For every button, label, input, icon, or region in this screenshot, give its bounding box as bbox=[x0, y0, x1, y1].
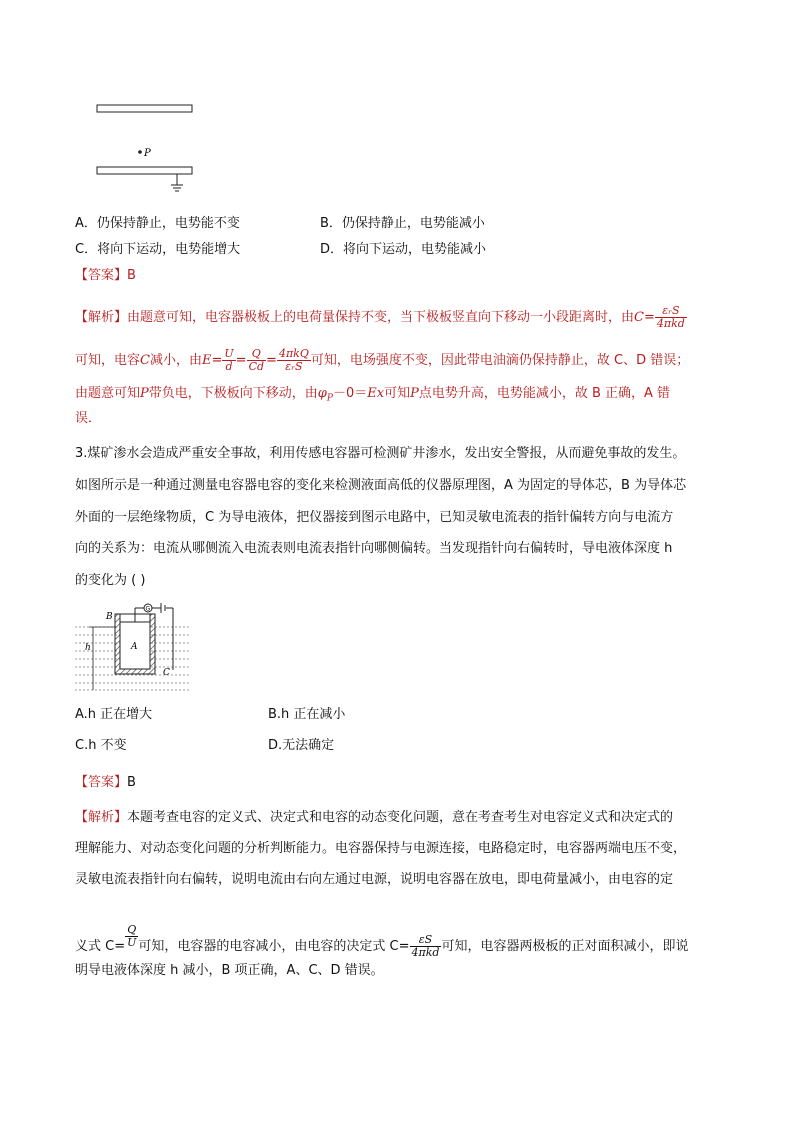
q2-option-c: C．将向下运动，电势能增大 bbox=[75, 242, 241, 257]
text: 可知，电容器的电容减小，由电容的决定式 C= bbox=[138, 939, 410, 954]
q3-answer bbox=[75, 774, 136, 792]
label-h: h bbox=[85, 643, 91, 653]
symbol-ex: Ex bbox=[367, 386, 385, 401]
liquid-level-sensor-figure bbox=[75, 600, 190, 695]
equals: = bbox=[643, 310, 655, 325]
text: －0＝ bbox=[332, 386, 368, 401]
fraction-es-4pikd bbox=[410, 934, 442, 959]
q2-answer-label: 【答案】 bbox=[75, 268, 128, 283]
text: 可知，电容器两极板的正对面积减小，即说 bbox=[441, 939, 689, 954]
q3-analysis-line-4 bbox=[75, 924, 688, 959]
q2-option-b: B．仍保持静止，电势能减小 bbox=[320, 216, 485, 231]
text: 点电势升高，电势能减小，故 B 正确，A 错 bbox=[418, 386, 671, 401]
q3-stem-line-4: 向的关系为：电流从哪侧流入电流表则电流表指针向哪侧偏转。当发现指针向右偏转时，导电液体深度 h bbox=[75, 541, 673, 556]
equals: = bbox=[266, 353, 277, 368]
frac-den: εᵣS bbox=[285, 360, 303, 373]
lower-plate bbox=[97, 167, 192, 174]
point-p-label: P bbox=[144, 148, 151, 159]
q3-analysis-line-5: 明导电液体深度 h 减小，B 项正确，A、C、D 错误。 bbox=[75, 963, 384, 978]
equals: = bbox=[235, 353, 247, 368]
point-p-dot bbox=[138, 150, 142, 154]
frac-num: Q bbox=[125, 924, 138, 937]
q3-analysis-line-1 bbox=[75, 809, 673, 827]
text: 带负电，下极板向下移动，由 bbox=[148, 386, 318, 401]
q2-analysis-line-4: 误． bbox=[75, 411, 102, 426]
q3-analysis-line-3: 灵敏电流表指针向右偏转，说明电流由右向左通过电源，说明电容器在放电，即电荷量减小，由电容的定 bbox=[75, 872, 674, 887]
q2-option-a: A．仍保持静止，电势能不变 bbox=[75, 216, 240, 231]
q3-analysis-label: 【解析】 bbox=[75, 810, 128, 825]
q3-option-b: B.h 正在减小 bbox=[268, 707, 346, 722]
symbol-p: P bbox=[410, 386, 419, 401]
q2-option-d: D．将向下运动，电势能减小 bbox=[320, 242, 487, 257]
equals: = bbox=[211, 353, 223, 368]
q2-analysis-text-1: 由题意可知，电容器极板上的电荷量保持不变，当下极板竖直向下移动一小段距离时，由 bbox=[127, 310, 635, 325]
frac-num: εS bbox=[410, 934, 442, 947]
height-h-arrow bbox=[89, 627, 115, 690]
q2-analysis-line-2 bbox=[75, 348, 689, 373]
q2-analysis-line-1 bbox=[75, 305, 687, 330]
q3-analysis-line-2: 理解能力、对动态变化问题的分析判断能力。电容器保持与电源连接，电路稳定时，电容器两端电压不变， bbox=[75, 841, 687, 856]
q2-analysis-line-3 bbox=[75, 385, 670, 408]
symbol-c: C bbox=[634, 310, 644, 325]
text: 可知，电场强度不变，因此带电油滴仍保持静止，故 C、D 错误； bbox=[310, 353, 690, 368]
q3-stem-line-1: 3.煤矿渗水会造成严重安全事故，利用传感电容器可检测矿井渗水，发出安全警报，从而避免事故的发生。 bbox=[75, 446, 686, 461]
q3-stem-line-5: 的变化为 ( ) bbox=[75, 573, 146, 588]
frac-num: εᵣS bbox=[655, 305, 687, 318]
q2-analysis-label: 【解析】 bbox=[75, 310, 128, 325]
text: 减小，由 bbox=[149, 353, 202, 368]
q2-answer bbox=[75, 267, 136, 285]
symbol-e: E bbox=[201, 353, 212, 368]
upper-plate bbox=[97, 105, 192, 112]
text: 由题意可知 bbox=[75, 386, 141, 401]
q3-stem-line-3: 外面的一层绝缘物质，C 为导电液体，把仪器接到图示电路中，已知灵敏电流表的指针偏转方向与电流方 bbox=[75, 510, 674, 525]
fraction-capacitance bbox=[655, 305, 687, 330]
text: 义式 C= bbox=[75, 939, 126, 954]
frac-den: d bbox=[225, 360, 233, 373]
q3-option-a: A.h 正在增大 bbox=[75, 707, 153, 722]
capacitor-plates-figure bbox=[90, 100, 210, 195]
ground-symbol bbox=[171, 174, 183, 191]
frac-den: 4πkd bbox=[411, 946, 440, 959]
fraction-u-d bbox=[222, 348, 235, 373]
text: 本题考查电容的定义式、决定式和电容的动态变化问题，意在考查考生对电容定义式和决定式的 bbox=[127, 810, 674, 825]
fraction-q-cd bbox=[247, 348, 266, 373]
battery-symbol bbox=[161, 603, 165, 613]
subscript-p: P bbox=[326, 393, 333, 404]
symbol-c: C bbox=[140, 353, 150, 368]
label-b: B bbox=[106, 612, 113, 622]
frac-den: 4πkd bbox=[656, 317, 685, 330]
galvanometer-label: G bbox=[145, 605, 151, 613]
fraction-4pikq bbox=[277, 348, 311, 373]
fraction-q-u bbox=[125, 924, 138, 949]
text: 可知，电容 bbox=[75, 353, 141, 368]
label-a: A bbox=[131, 642, 138, 652]
frac-num: 4πkQ bbox=[278, 347, 309, 360]
text: 可知 bbox=[384, 386, 411, 401]
q3-answer-label: 【答案】 bbox=[75, 775, 128, 790]
q3-option-c: C.h 不变 bbox=[75, 738, 127, 753]
symbol-p: P bbox=[140, 386, 149, 401]
symbol-phi: φ bbox=[317, 386, 327, 401]
frac-den: Cd bbox=[248, 360, 265, 373]
frac-num: U bbox=[224, 347, 234, 360]
frac-num: Q bbox=[247, 348, 266, 361]
q3-answer-value: B bbox=[127, 775, 136, 790]
label-c: C bbox=[163, 668, 170, 678]
q3-option-d: D.无法确定 bbox=[268, 738, 335, 753]
q2-answer-value: B bbox=[127, 268, 136, 283]
frac-den: U bbox=[127, 936, 137, 949]
q3-stem-line-2: 如图所示是一种通过测量电容器电容的变化来检测液面高低的仪器原理图，A 为固定的导体芯，B 为导体芯 bbox=[75, 478, 687, 493]
